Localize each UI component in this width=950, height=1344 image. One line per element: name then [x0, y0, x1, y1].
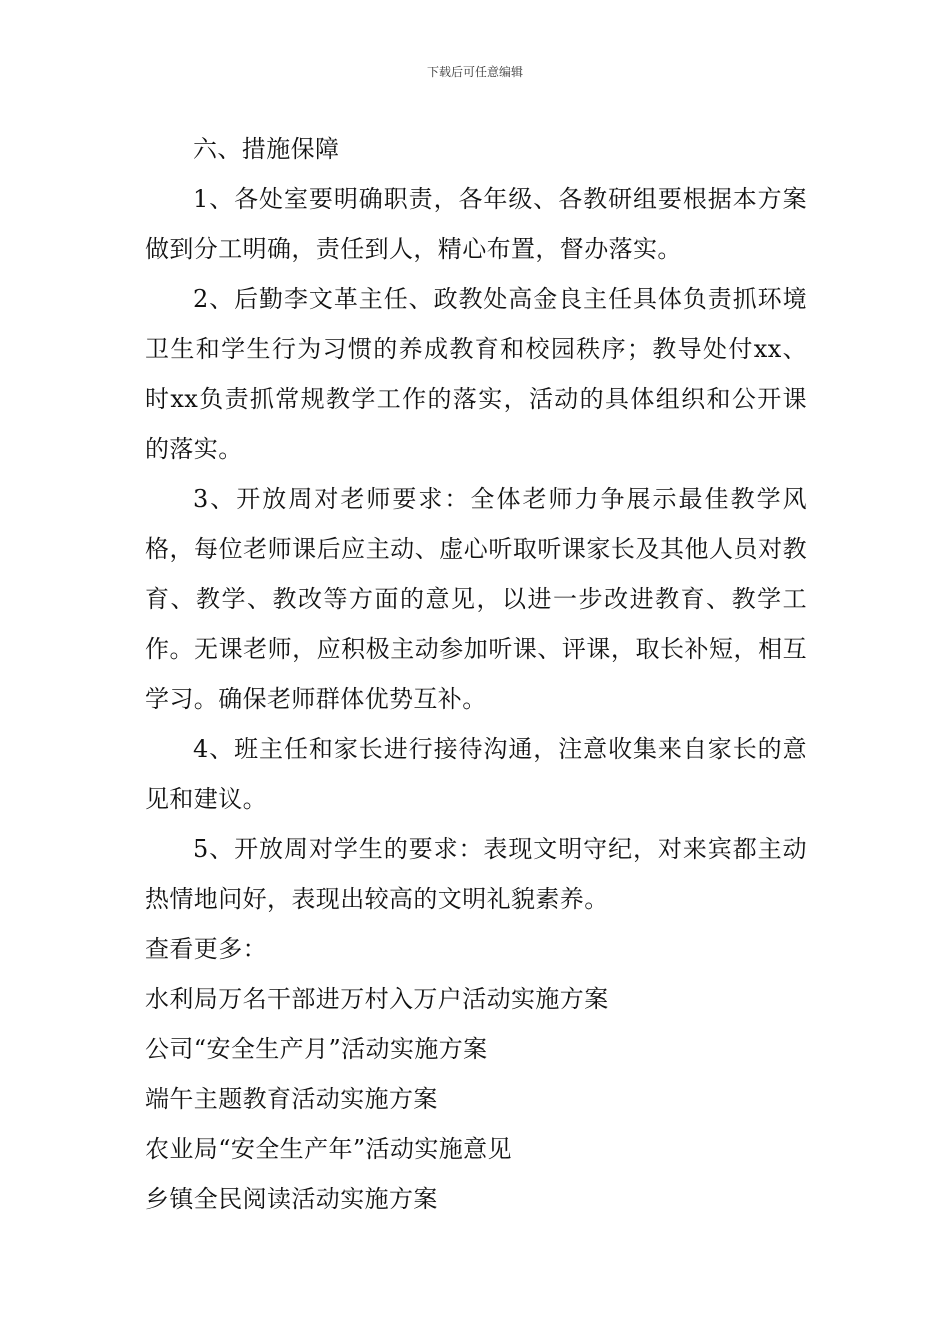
related-link[interactable]: 公司“安全生产月”活动实施方案 — [145, 1035, 488, 1063]
paragraph-1: 1、各处室要明确职责，各年级、各教研组要根据本方案做到分工明确，责任到人，精心布置，督办落实。 — [145, 185, 807, 263]
related-link[interactable]: 水利局万名干部进万村入万户活动实施方案 — [145, 985, 609, 1013]
related-links-list — [145, 974, 807, 1224]
section-heading: 六、措施保障 — [193, 135, 340, 163]
paragraph-3: 3、开放周对老师要求：全体老师力争展示最佳教学风格，每位老师课后应主动、虚心听取听课家长及其他人员对教育、教学、教改等方面的意见，以进一步改进教育、教学工作。无课老师，应积极主动参加听课、评课，取长补短，相互学习。确保老师群体优势互补。 — [145, 485, 807, 713]
see-more-title: 查看更多： — [145, 935, 267, 963]
paragraph-2: 2、后勤李文革主任、政教处高金良主任具体负责抓环境卫生和学生行为习惯的养成教育和校园秩序；教导处付xx、时xx负责抓常规教学工作的落实，活动的具体组织和公开课的落实。 — [145, 285, 807, 463]
related-link[interactable]: 端午主题教育活动实施方案 — [145, 1085, 438, 1113]
document-body — [145, 124, 807, 1224]
paragraph-5: 5、开放周对学生的要求：表现文明守纪，对来宾都主动热情地问好，表现出较高的文明礼貌素养。 — [145, 835, 807, 913]
page-header-note: 下载后可任意编辑 — [426, 65, 523, 79]
paragraph-4: 4、班主任和家长进行接待沟通，注意收集来自家长的意见和建议。 — [145, 735, 807, 813]
related-link[interactable]: 乡镇全民阅读活动实施方案 — [145, 1185, 438, 1213]
related-link[interactable]: 农业局“安全生产年”活动实施意见 — [145, 1135, 512, 1163]
